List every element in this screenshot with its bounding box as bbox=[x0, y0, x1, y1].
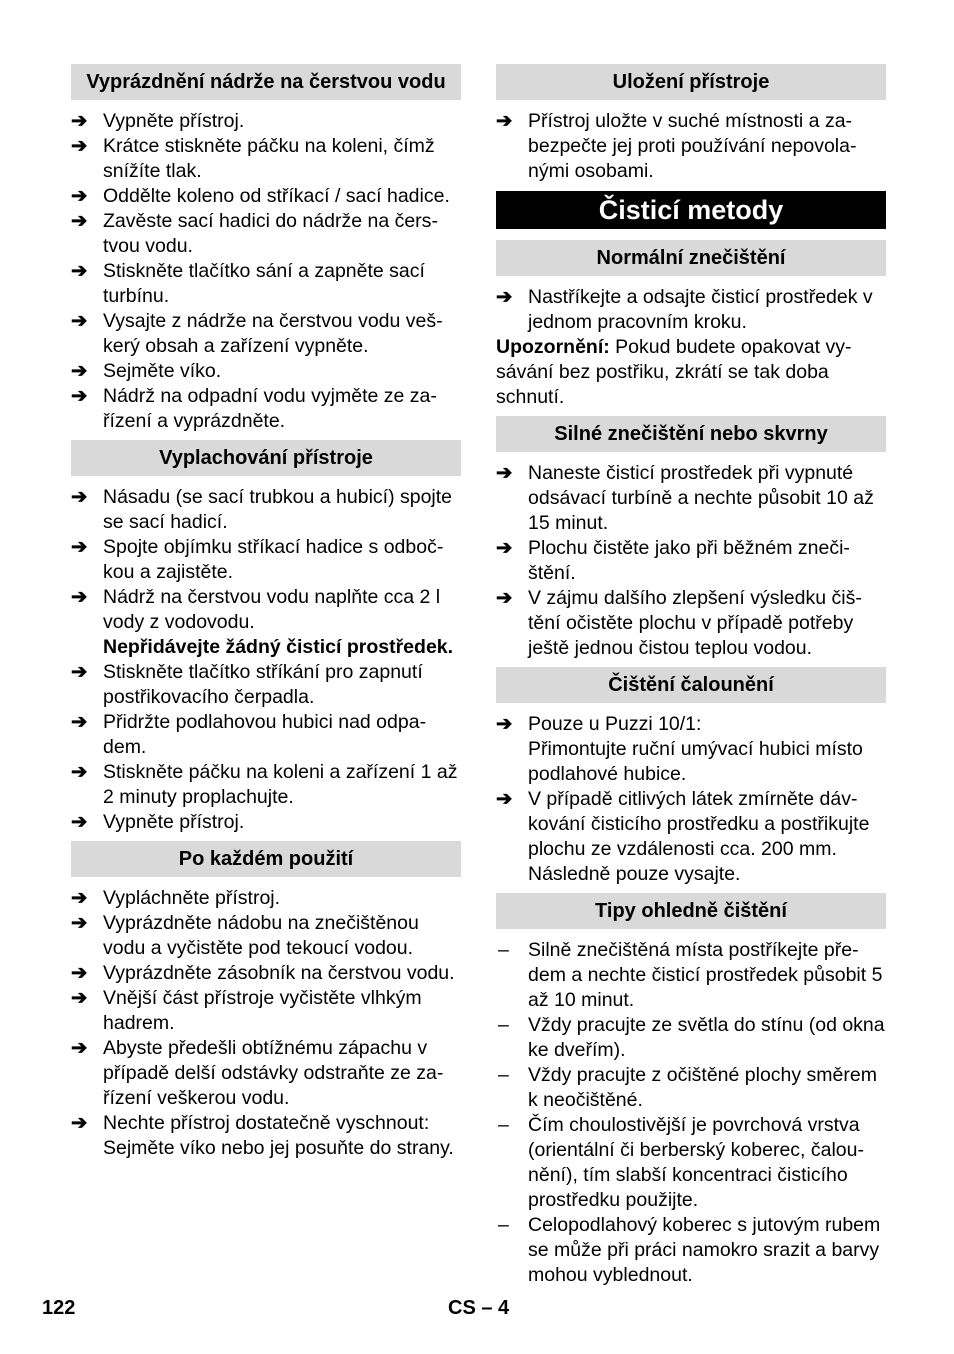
arrow-icon: ➔ bbox=[71, 661, 88, 683]
arrow-icon: ➔ bbox=[71, 385, 88, 407]
arrow-icon: ➔ bbox=[71, 1112, 88, 1134]
list-item: ➔ Abyste předešli obtížnému zápachu v případě delší odstávky odstraňte ze zařízení veškerou vodu. bbox=[71, 1037, 444, 1109]
instruction-list bbox=[71, 485, 461, 635]
note-paragraph: Upozornění: Pokud budete opakovat vysávání bez postřiku, zkrátí se tak doba schnutí. bbox=[496, 336, 852, 408]
section-heading: Uložení přístroje bbox=[496, 64, 886, 100]
arrow-icon: ➔ bbox=[71, 360, 88, 382]
list-item: ➔ V případě citlivých látek zmírněte dávkování čisticího prostředku a postřikujte plochu ze vzdálenosti cca. 200 mm. Následně pouze vysajte. bbox=[496, 788, 870, 885]
arrow-icon: ➔ bbox=[71, 110, 88, 132]
arrow-icon: ➔ bbox=[71, 761, 88, 783]
note-label: Upozornění: bbox=[496, 336, 610, 358]
chapter-title: Čisticí metody bbox=[496, 191, 886, 229]
dash-bullet: – bbox=[498, 1014, 509, 1036]
instruction-list bbox=[496, 461, 886, 661]
dash-bullet: – bbox=[498, 1214, 509, 1236]
right-column bbox=[496, 64, 886, 1288]
arrow-icon: ➔ bbox=[71, 962, 88, 984]
section-heading: Normální znečištění bbox=[496, 240, 886, 276]
instruction-list bbox=[71, 886, 461, 1161]
dash-bullet: – bbox=[498, 1064, 509, 1086]
dash-bullet: – bbox=[498, 939, 509, 961]
instruction-list bbox=[496, 109, 886, 184]
arrow-icon: ➔ bbox=[496, 788, 513, 810]
arrow-icon: ➔ bbox=[496, 462, 513, 484]
list-item: ➔ Sejměte víko. bbox=[71, 360, 222, 382]
section-heading: Čištění čalounění bbox=[496, 667, 886, 703]
list-item: ➔ Nádrž na čerstvou vodu naplňte cca 2 l vody z vodovodu. bbox=[71, 586, 441, 633]
list-item: ➔ Vnější část přístroje vyčistěte vlhkým hadrem. bbox=[71, 987, 422, 1034]
arrow-icon: ➔ bbox=[71, 210, 88, 232]
arrow-icon: ➔ bbox=[496, 537, 513, 559]
list-item: – Vždy pracujte ze světla do stínu (od okna ke dveřím). bbox=[498, 1014, 885, 1061]
list-item: ➔ Vysajte z nádrže na čerstvou vodu veškerý obsah a zařízení vypněte. bbox=[71, 310, 443, 357]
list-item: – Celopodlahový koberec s jutovým rubem se může při práci namokro srazit a barvy mohou vyblednout. bbox=[498, 1214, 881, 1286]
arrow-icon: ➔ bbox=[496, 713, 513, 735]
tips-list bbox=[496, 938, 886, 1288]
list-item: ➔ Nechte přístroj dostatečně vyschnout: Sejměte víko nebo jej posuňte do strany. bbox=[71, 1112, 454, 1159]
page-code: CS – 4 bbox=[448, 1297, 510, 1319]
list-item: ➔ Vyprázdněte zásobník na čerstvou vodu. bbox=[71, 962, 455, 984]
list-item: – Silně znečištěná místa postříkejte předem a nechte čisticí prostředek působit 5 až 10 minut. bbox=[498, 939, 883, 1011]
arrow-icon: ➔ bbox=[71, 536, 88, 558]
list-item: ➔ Přístroj uložte v suché místnosti a zabezpečte jej proti používání nepovolanými osobami. bbox=[496, 110, 857, 182]
instruction-list bbox=[71, 660, 461, 835]
section-heading: Vyplachování přístroje bbox=[71, 440, 461, 476]
dash-bullet: – bbox=[498, 1114, 509, 1136]
instruction-list bbox=[496, 712, 886, 887]
page-number: 122 bbox=[42, 1297, 76, 1319]
section-heading: Vyprázdnění nádrže na čerstvou vodu bbox=[71, 64, 461, 100]
arrow-icon: ➔ bbox=[71, 185, 88, 207]
arrow-icon: ➔ bbox=[71, 1037, 88, 1059]
list-item: ➔ Pouze u Puzzi 10/1: Přimontujte ruční umývací hubici místo podlahové hubice. bbox=[496, 713, 863, 785]
warning-note: Nepřidávejte žádný čisticí prostředek. bbox=[103, 636, 454, 658]
arrow-icon: ➔ bbox=[71, 310, 88, 332]
list-item: ➔ Vyprázdněte nádobu na znečištěnou vodu a vyčistěte pod tekoucí vodou. bbox=[71, 912, 419, 959]
list-item: ➔ Nastříkejte a odsajte čisticí prostředek v jednom pracovním kroku. bbox=[496, 286, 873, 333]
list-item: ➔ Zavěste sací hadici do nádrže na čerstvou vodu. bbox=[71, 210, 438, 257]
list-item: ➔ Spojte objímku stříkací hadice s odbočkou a zajistěte. bbox=[71, 536, 444, 583]
list-item: ➔ Vypněte přístroj. bbox=[71, 110, 245, 132]
list-item: ➔ Násadu (se sací trubkou a hubicí) spojte se sací hadicí. bbox=[71, 486, 453, 533]
list-item: ➔ Přidržte podlahovou hubici nad odpadem. bbox=[71, 711, 427, 758]
arrow-icon: ➔ bbox=[496, 587, 513, 609]
list-item: ➔ Stiskněte tlačítko sání a zapněte sací turbínu. bbox=[71, 260, 425, 307]
list-item: ➔ Vypláchněte přístroj. bbox=[71, 887, 281, 909]
arrow-icon: ➔ bbox=[71, 912, 88, 934]
arrow-icon: ➔ bbox=[71, 887, 88, 909]
arrow-icon: ➔ bbox=[496, 110, 513, 132]
arrow-icon: ➔ bbox=[496, 286, 513, 308]
arrow-icon: ➔ bbox=[71, 260, 88, 282]
arrow-icon: ➔ bbox=[71, 711, 88, 733]
list-item: – Čím choulostivější je povrchová vrstva (orientální či berberský koberec, čalounění), tím slabší koncentraci čisticího prostředku použijte. bbox=[498, 1114, 864, 1211]
list-item: ➔ Oddělte koleno od stříkací / sací hadice. bbox=[71, 185, 450, 207]
arrow-icon: ➔ bbox=[71, 135, 88, 157]
list-item: – Vždy pracujte z očištěné plochy směrem k neočištěné. bbox=[498, 1064, 877, 1111]
list-item: ➔ Krátce stiskněte páčku na koleni, čímž snížíte tlak. bbox=[71, 135, 435, 182]
list-item: ➔ Plochu čistěte jako při běžném znečištění. bbox=[496, 537, 850, 584]
list-item: ➔ V zájmu dalšího zlepšení výsledku čištění očistěte plochu v případě potřeby ještě jednou čistou teplou vodou. bbox=[496, 587, 862, 659]
arrow-icon: ➔ bbox=[71, 811, 88, 833]
list-item: ➔ Stiskněte tlačítko stříkání pro zapnutí postřikovacího čerpadla. bbox=[71, 661, 423, 708]
section-heading: Tipy ohledně čištění bbox=[496, 893, 886, 929]
arrow-icon: ➔ bbox=[71, 486, 88, 508]
section-heading: Po každém použití bbox=[71, 841, 461, 877]
instruction-list bbox=[496, 285, 886, 335]
left-column bbox=[71, 64, 461, 1161]
section-heading: Silné znečištění nebo skvrny bbox=[496, 416, 886, 452]
instruction-list bbox=[71, 109, 461, 434]
arrow-icon: ➔ bbox=[71, 586, 88, 608]
arrow-icon: ➔ bbox=[71, 987, 88, 1009]
list-item: ➔ Stiskněte páčku na koleni a zařízení 1 až 2 minuty proplachujte. bbox=[71, 761, 458, 808]
list-item: ➔ Vypněte přístroj. bbox=[71, 811, 245, 833]
list-item: ➔ Nádrž na odpadní vodu vyjměte ze zařízení a vyprázdněte. bbox=[71, 385, 437, 432]
list-item: ➔ Naneste čisticí prostředek při vypnuté odsávací turbíně a nechte působit 10 až 15 minut. bbox=[496, 462, 874, 534]
